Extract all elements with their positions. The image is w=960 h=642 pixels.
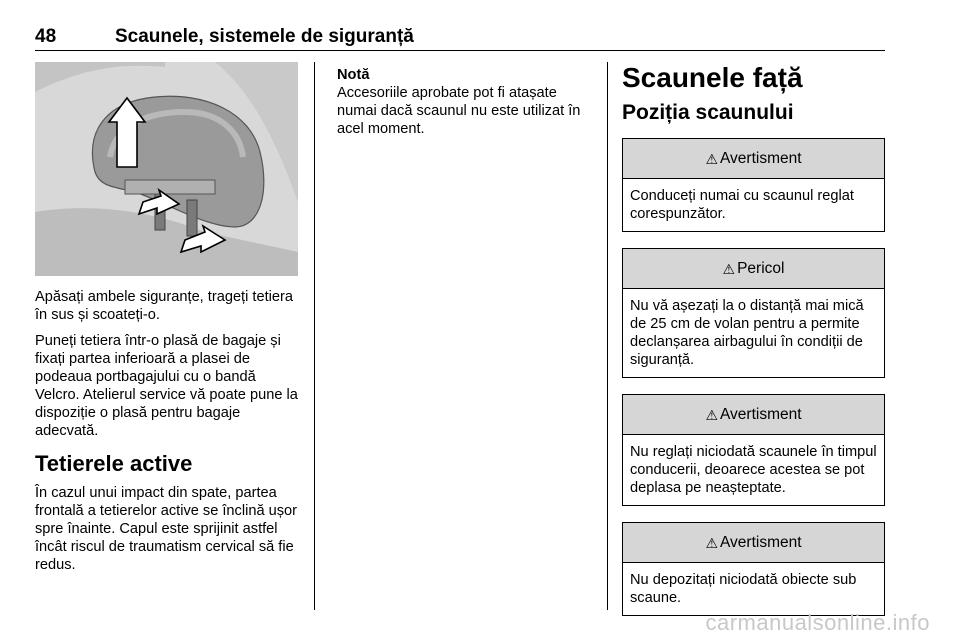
warning-label: Avertisment — [720, 533, 802, 551]
warning-box — [622, 138, 885, 232]
warning-text: Nu reglați niciodată scaunele în timpul conducerii, deoarece acestea se pot deplasa pe neașteptate. — [630, 444, 877, 496]
page-number: 48 — [35, 26, 57, 47]
danger-text: Nu vă așezați la o distanță mai mică de 25 cm de volan pentru a permite declanșarea airbagului în condiții de siguranță. — [630, 298, 864, 368]
left-column — [35, 62, 299, 582]
danger-header — [623, 249, 884, 289]
column-divider-left — [314, 62, 315, 610]
paragraph-active-headrests: În cazul unui impact din spate, partea frontală a tetierelor active se înclină ușor spre înainte. Capul este sprijinit astfel încât riscul de traumatism cervical să fie redus. — [35, 485, 298, 573]
headrest-illustration — [35, 62, 298, 276]
header-rule — [35, 50, 885, 51]
page-header — [35, 26, 885, 52]
warning-triangle-icon: ⚠ — [705, 150, 718, 167]
danger-box — [622, 248, 885, 378]
note-title: Notă — [337, 67, 370, 83]
note-text: Accesoriile aprobate pot fi atașate numai dacă scaunul nu este utilizat în acel moment. — [337, 85, 581, 137]
warning-box — [622, 394, 885, 506]
warning-header — [623, 139, 884, 179]
right-column — [622, 62, 885, 632]
warning-box — [622, 522, 885, 616]
warning-text: Nu depozitați niciodată obiecte sub scaune. — [630, 572, 857, 606]
warning-triangle-icon: ⚠ — [705, 534, 718, 551]
heading-front-seats: Scaunele față — [622, 62, 803, 93]
warning-triangle-icon: ⚠ — [722, 260, 736, 277]
heading-seat-position: Poziția scaunului — [622, 101, 794, 124]
warning-header — [623, 523, 884, 563]
warning-header — [623, 395, 884, 435]
warning-text: Conduceți numai cu scaunul reglat corespunzător. — [630, 188, 854, 222]
warning-triangle-icon: ⚠ — [705, 406, 718, 423]
column-divider-right — [607, 62, 608, 610]
danger-label: Pericol — [737, 259, 785, 277]
warning-label: Avertisment — [720, 149, 802, 167]
paragraph-remove-headrest: Apăsați ambele siguranțe, trageți tetiera în sus și scoateți-o. — [35, 289, 293, 323]
watermark: carmanualsonline.info — [705, 610, 930, 635]
heading-active-headrests: Tetierele active — [35, 451, 193, 476]
middle-column — [337, 66, 595, 138]
paragraph-luggage-net: Puneți tetiera într-o plasă de bagaje și fixați partea inferioară a plasei de podeaua portbagajului cu o bandă Velcro. Atelierul service vă poate pune la dispoziție o plasă pentru bagaje adecvată. — [35, 333, 298, 439]
section-title: Scaunele, sistemele de siguranță — [115, 26, 414, 47]
warning-label: Avertisment — [720, 405, 802, 423]
